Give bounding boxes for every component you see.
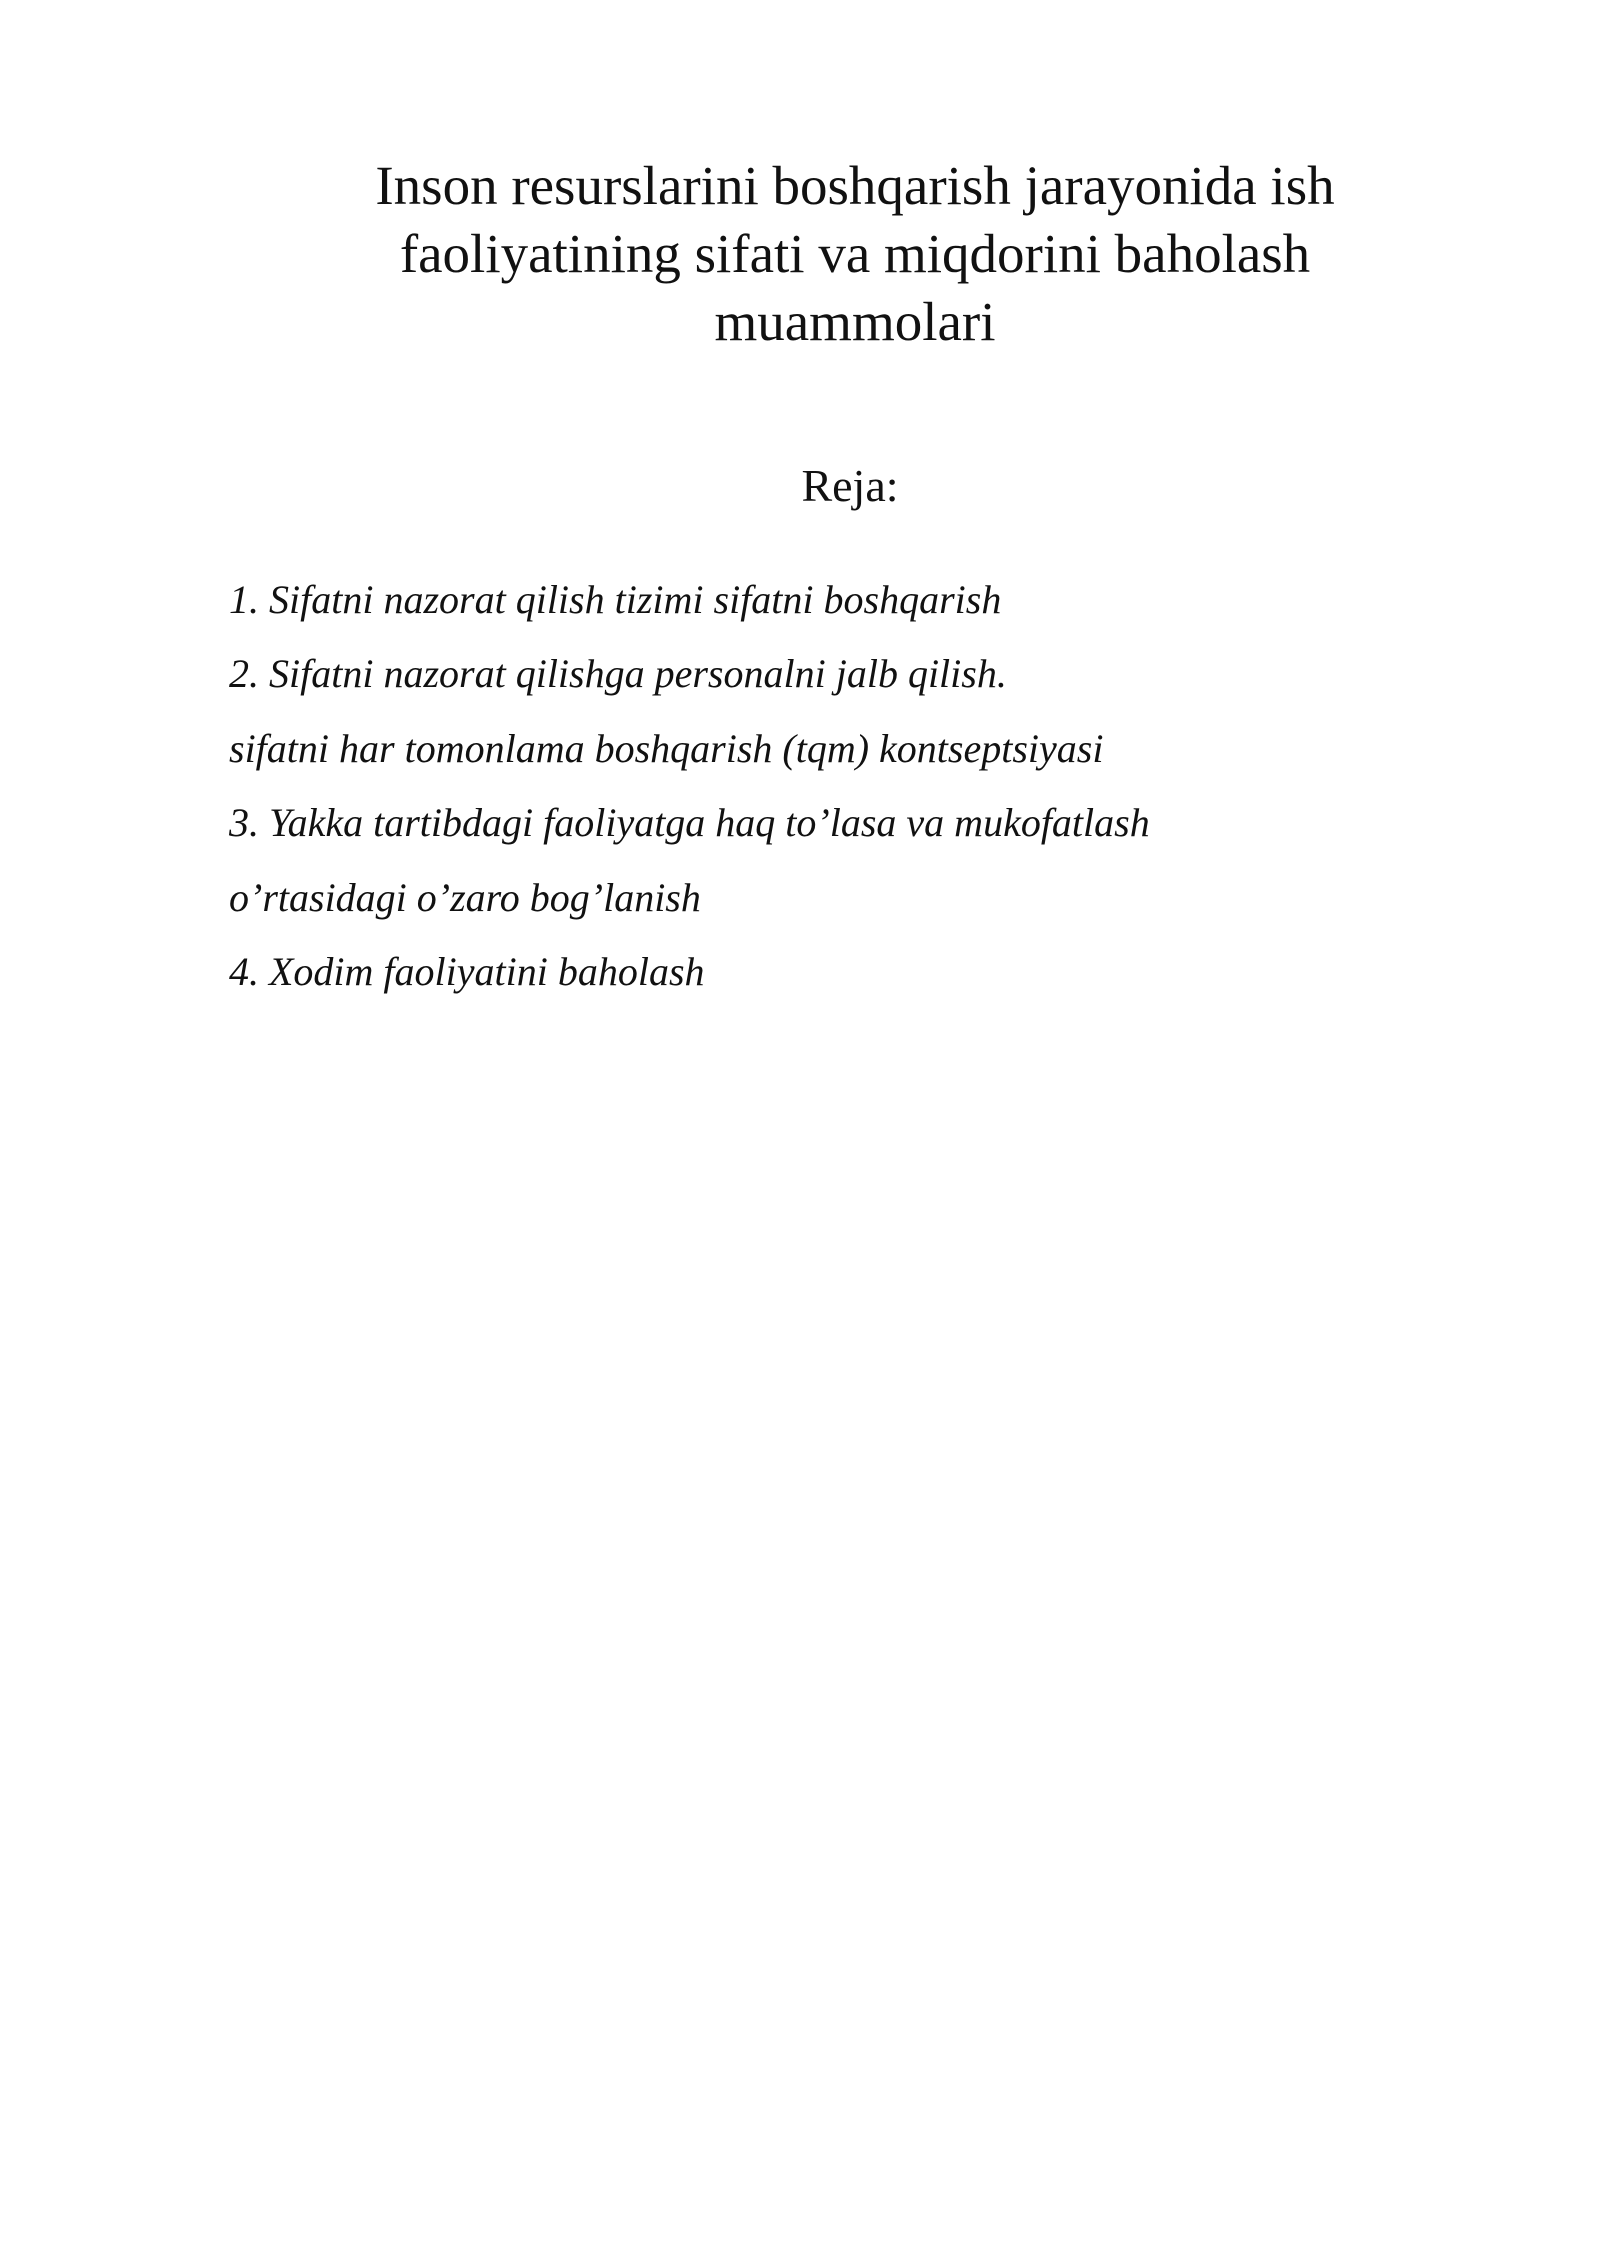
plan-item: 2. Sifatni nazorat qilishga personalni jalb qilish.	[229, 651, 1007, 697]
plan-item: 1. Sifatni nazorat qilish tizimi sifatni boshqarish	[229, 577, 1002, 622]
plan-item: 4. Xodim faoliyatini baholash	[229, 949, 705, 995]
plan-item: 3. Yakka tartibdagi faoliyatga haq to’lasa va mukofatlash	[229, 800, 1150, 846]
plan-item-continuation: o’rtasidagi o’zaro bog’lanish	[229, 874, 701, 920]
title-line-1: Inson resurslarini boshqarish jarayonida ish	[375, 155, 1335, 216]
title-line-3: muammolari	[714, 291, 996, 352]
document-title	[300, 152, 1410, 356]
title-line-2: faoliyatining sifati va miqdorini baholash	[399, 223, 1311, 284]
plan-list	[229, 563, 1379, 1009]
plan-item-continuation: sifatni har tomonlama boshqarish (tqm) kontseptsiyasi	[229, 725, 1104, 771]
plan-heading: Reja:	[801, 460, 899, 511]
